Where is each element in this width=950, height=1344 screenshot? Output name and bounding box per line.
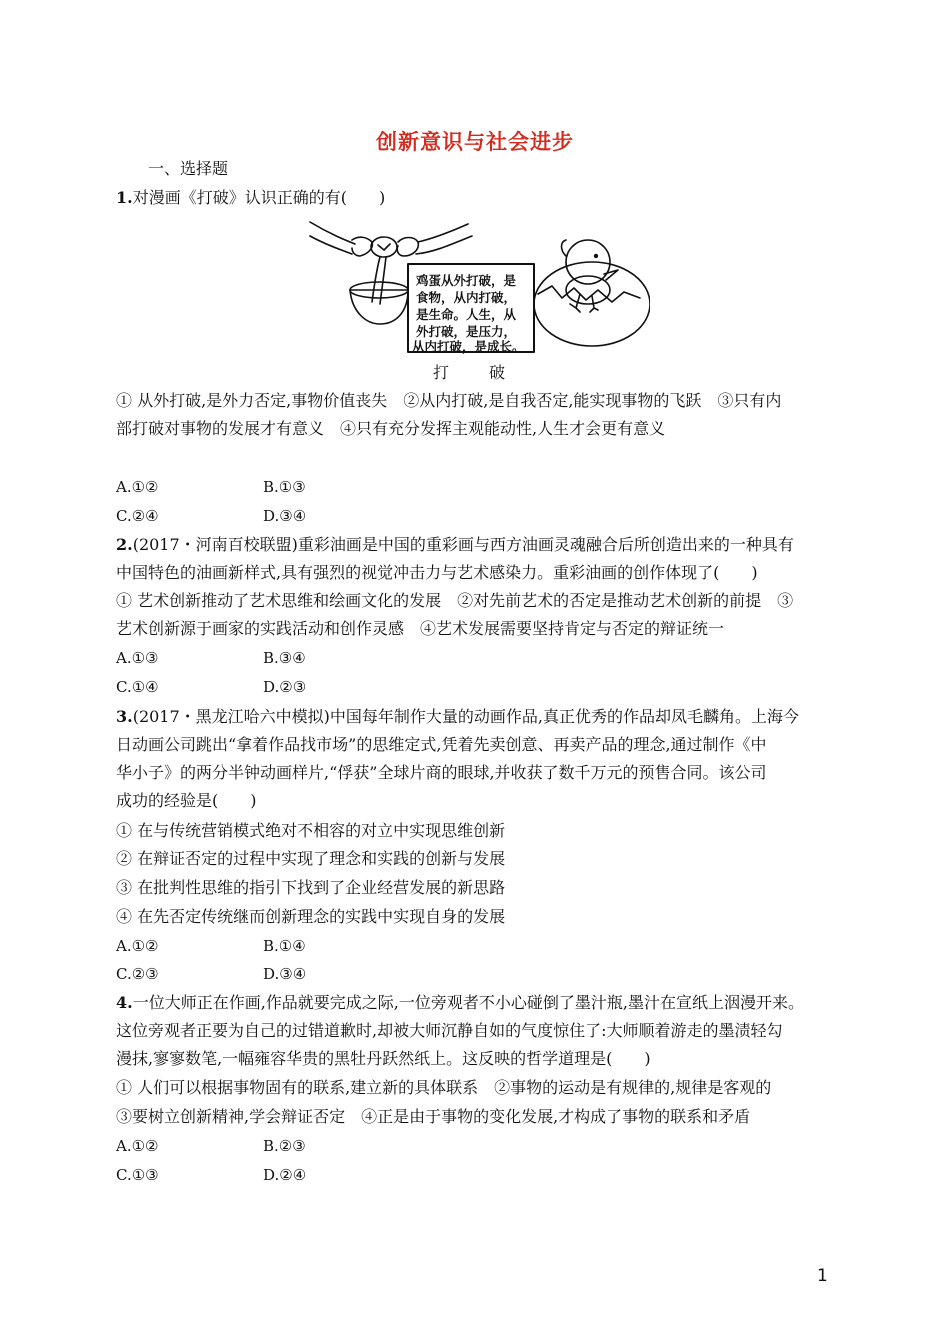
question-2-text: (2017・河南百校联盟)重彩油画是中国的重彩画与西方油画灵魂融合后所创造出来的一种具有 [132, 535, 794, 554]
cartoon-illustration [300, 212, 650, 357]
question-4-option-c: C.①③ [116, 1166, 159, 1184]
page-title: 创新意识与社会进步 [376, 130, 574, 154]
question-4-number: 4. [116, 993, 133, 1012]
question-3-statement: ④ 在先否定传统继而创新理念的实践中实现自身的发展 [116, 907, 506, 926]
page-number: 1 [817, 1266, 828, 1286]
section-heading: 一、选择题 [148, 159, 229, 178]
question-1-number: 1. [116, 188, 133, 207]
question-4-option-d: D.②④ [263, 1166, 307, 1184]
question-3-text: (2017・黑龙江哈六中模拟)中国每年制作大量的动画作品,真正优秀的作品却凤毛麟角。上海今 [132, 707, 799, 726]
question-2-option-c: C.①④ [116, 678, 159, 696]
question-3-option-c: C.②③ [116, 965, 159, 983]
question-3-stem-cont: 华小子》的两分半钟动画样片,“俘获”全球片商的眼球,并收获了数千万元的预售合同。该公司 [116, 763, 767, 782]
question-3-option-a: A.①② [116, 937, 159, 955]
question-4-stem-cont: 这位旁观者正要为自己的过错道歉时,却被大师沉静自如的气度惊住了:大师顺着游走的墨渍轻勾 [116, 1021, 783, 1040]
question-1-stem [116, 187, 385, 209]
question-2-stem-cont: 中国特色的油画新样式,具有强烈的视觉冲击力与艺术感染力。重彩油画的创作体现了( ) [116, 563, 758, 582]
question-3-number: 3. [116, 707, 133, 726]
question-4-option-a: A.①② [116, 1137, 159, 1155]
speech-line-5: 从内打破，是成长。 [412, 339, 525, 354]
question-4-statement: ① 人们可以根据事物固有的联系,建立新的具体联系 ②事物的运动是有规律的,规律是客观的 [116, 1078, 772, 1097]
speech-line-2: 食物，从内打破， [416, 290, 517, 305]
question-2-stem [116, 534, 794, 556]
question-3-option-b: B.①④ [263, 937, 306, 955]
speech-line-3: 是生命。人生，从 [416, 307, 517, 322]
question-1-option-a: A.①② [116, 478, 159, 496]
question-4-text: 一位大师正在作画,作品就要完成之际,一位旁观者不小心碰倒了墨汁瓶,墨汁在宣纸上洇漫开来。 [132, 993, 804, 1012]
question-1-text: 对漫画《打破》认识正确的有( ) [132, 188, 386, 207]
question-1-option-d: D.③④ [263, 507, 307, 525]
question-3-stem [116, 706, 799, 728]
question-2-statement: ① 艺术创新推动了艺术思维和绘画文化的发展 ②对先前艺术的否定是推动艺术创新的前提 ③ [116, 591, 794, 610]
speech-line-1: 鸡蛋从外打破，是 [416, 273, 517, 288]
question-2-option-a: A.①③ [116, 649, 159, 667]
speech-line-4: 外打破，是压力， [416, 324, 517, 339]
question-4-statement: ③要树立创新精神,学会辩证否定 ④正是由于事物的变化发展,才构成了事物的联系和矛盾 [116, 1107, 751, 1126]
question-3-statement: ③ 在批判性思维的指引下找到了企业经营发展的新思路 [116, 878, 506, 897]
question-2-statement: 艺术创新源于画家的实践活动和创作灵感 ④艺术发展需要坚持肯定与否定的辩证统一 [116, 619, 725, 638]
question-4-option-b: B.②③ [263, 1137, 306, 1155]
question-2-number: 2. [116, 535, 133, 554]
question-3-statement: ② 在辩证否定的过程中实现了理念和实践的创新与发展 [116, 849, 506, 868]
question-1-option-b: B.①③ [263, 478, 306, 496]
cartoon-caption: 打 破 [432, 363, 517, 382]
question-2-option-d: D.②③ [263, 678, 307, 696]
question-1-statement: ① 从外打破,是外力否定,事物价值丧失 ②从内打破,是自我否定,能实现事物的飞跃 ③只有内 [116, 391, 782, 410]
question-1-option-c: C.②④ [116, 507, 159, 525]
question-3-stem-cont: 日动画公司跳出“拿着作品找市场”的思维定式,凭着先卖创意、再卖产品的理念,通过制作《中 [116, 735, 767, 754]
question-3-option-d: D.③④ [263, 965, 307, 983]
question-1-statement: 部打破对事物的发展才有意义 ④只有充分发挥主观能动性,人生才会更有意义 [116, 419, 666, 438]
question-4-stem [116, 992, 804, 1014]
question-3-statement: ① 在与传统营销模式绝对不相容的对立中实现思维创新 [116, 821, 506, 840]
question-2-option-b: B.③④ [263, 649, 306, 667]
question-4-stem-cont: 漫抹,寥寥数笔,一幅雍容华贵的黑牡丹跃然纸上。这反映的哲学道理是( ) [116, 1049, 651, 1068]
question-3-stem-cont: 成功的经验是( ) [116, 791, 257, 810]
